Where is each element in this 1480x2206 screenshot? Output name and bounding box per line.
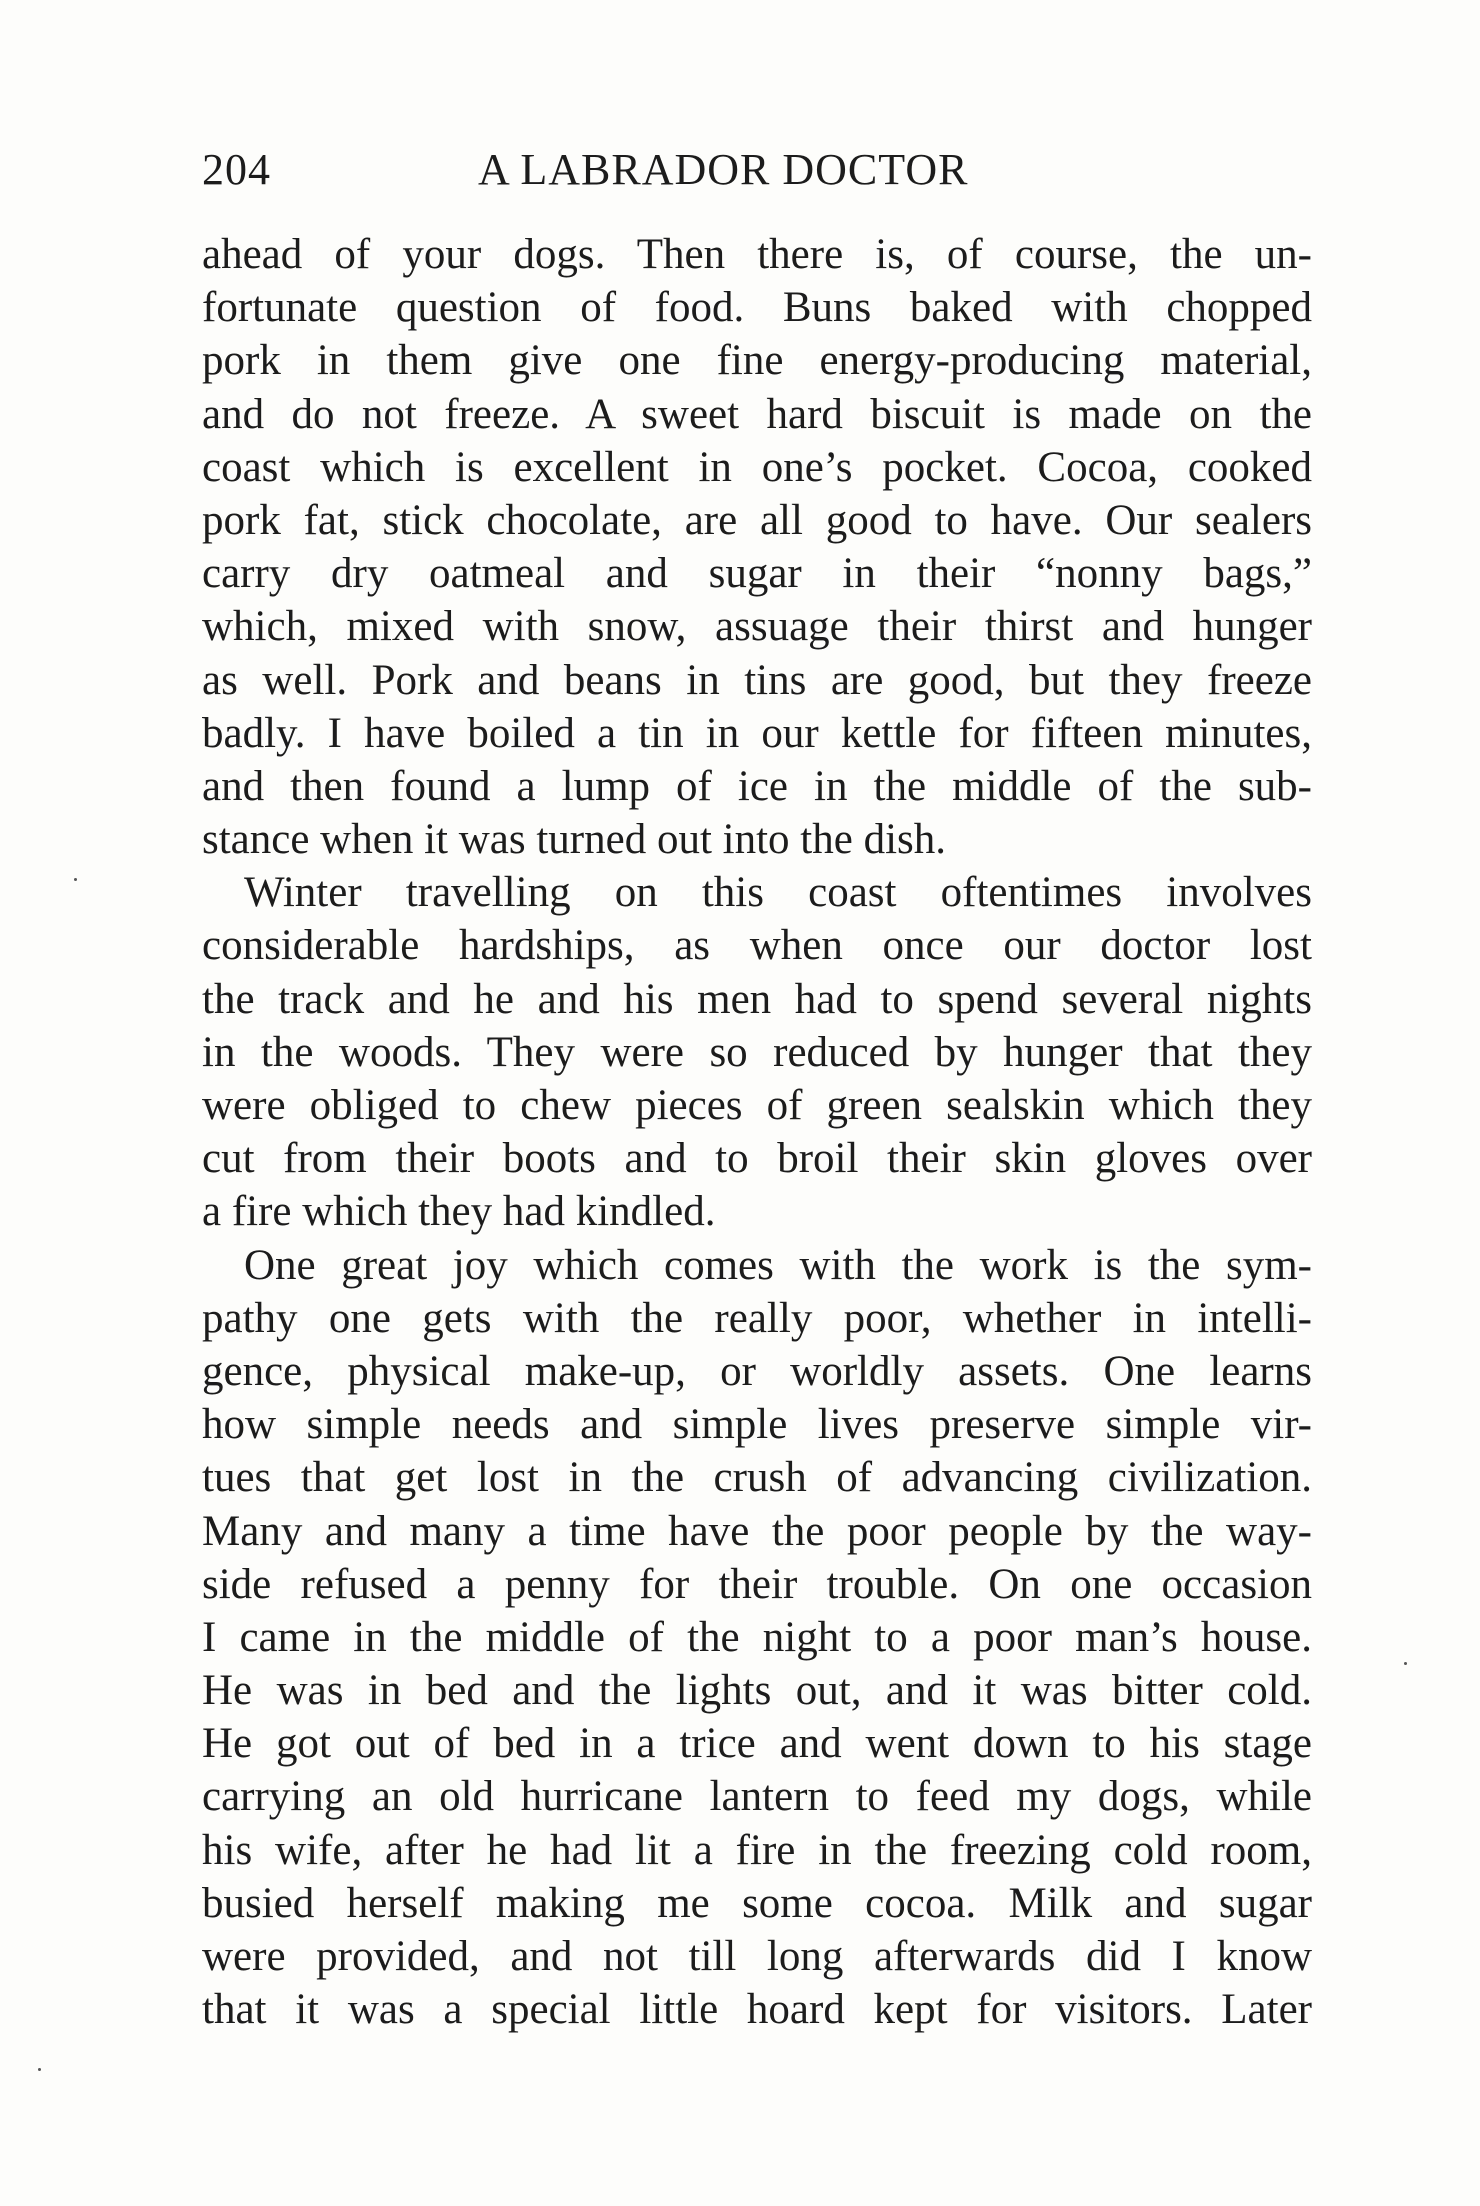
text-line: were provided, and not till long afterwards did I know bbox=[202, 1933, 1312, 1980]
text-line: He got out of bed in a trice and went down to his stage bbox=[202, 1720, 1312, 1768]
text-line: One great joy which comes with the work is the sym- bbox=[244, 1241, 1312, 1289]
text-line: Many and many a time have the poor people by the way- bbox=[202, 1507, 1312, 1555]
text-line: that it was a special little hoard kept for visitors. Later bbox=[202, 1986, 1312, 2034]
text-line: his wife, after he had lit a fire in the freezing cold room, bbox=[202, 1826, 1312, 1874]
text-line: Winter travelling on this coast oftentimes involves bbox=[244, 869, 1312, 917]
text-line: and then found a lump of ice in the middle of the sub- bbox=[202, 762, 1312, 810]
running-title: A LABRADOR DOCTOR bbox=[478, 145, 969, 194]
text-line: in the woods. They were so reduced by hunger that they bbox=[202, 1028, 1312, 1076]
text-line: tues that get lost in the crush of advancing civilization. bbox=[202, 1454, 1312, 1502]
text-line: cut from their boots and to broil their skin gloves over bbox=[202, 1135, 1312, 1183]
text-line: busied herself making me some cocoa. Milk and sugar bbox=[202, 1879, 1312, 1927]
text-line: gence, physical make-up, or worldly assets. One learns bbox=[202, 1347, 1312, 1395]
text-line: coast which is excellent in one’s pocket. Cocoa, cooked bbox=[202, 443, 1312, 491]
text-line: carry dry oatmeal and sugar in their “nonny bags,” bbox=[202, 550, 1312, 598]
text-line: I came in the middle of the night to a poor man’s house. bbox=[202, 1613, 1312, 1661]
text-line: and do not freeze. A sweet hard biscuit is made on the bbox=[202, 390, 1312, 438]
text-line: He was in bed and the lights out, and it was bitter cold. bbox=[202, 1667, 1312, 1715]
text-line: as well. Pork and beans in tins are good, but they freeze bbox=[202, 656, 1312, 704]
text-line: stance when it was turned out into the dish. bbox=[202, 816, 946, 864]
text-line: ahead of your dogs. Then there is, of course, the un- bbox=[202, 231, 1312, 278]
body-text bbox=[202, 228, 1312, 2036]
text-line: pork in them give one fine energy-producing material, bbox=[202, 337, 1312, 385]
text-line: pork fat, stick chocolate, are all good to have. Our sealers bbox=[202, 496, 1312, 544]
page-header bbox=[202, 140, 1312, 200]
text-line: were obliged to chew pieces of green sealskin which they bbox=[202, 1082, 1312, 1129]
scan-speck bbox=[38, 2068, 41, 2071]
text-line: the track and he and his men had to spend several nights bbox=[202, 975, 1312, 1023]
scan-speck bbox=[1404, 1662, 1407, 1665]
text-line: considerable hardships, as when once our doctor lost bbox=[202, 922, 1312, 970]
text-line: which, mixed with snow, assuage their thirst and hunger bbox=[202, 603, 1312, 651]
text-line: badly. I have boiled a tin in our kettle for fifteen minutes, bbox=[202, 709, 1312, 757]
page-number: 204 bbox=[202, 145, 271, 194]
text-line: a fire which they had kindled. bbox=[202, 1188, 716, 1236]
text-line: carrying an old hurricane lantern to feed my dogs, while bbox=[202, 1773, 1312, 1821]
scan-speck bbox=[74, 878, 77, 881]
text-line: how simple needs and simple lives preserve simple vir- bbox=[202, 1401, 1312, 1449]
text-line: fortunate question of food. Buns baked with chopped bbox=[202, 284, 1312, 332]
text-line: pathy one gets with the really poor, whether in intelli- bbox=[202, 1294, 1312, 1342]
text-line: side refused a penny for their trouble. On one occasion bbox=[202, 1560, 1312, 1608]
